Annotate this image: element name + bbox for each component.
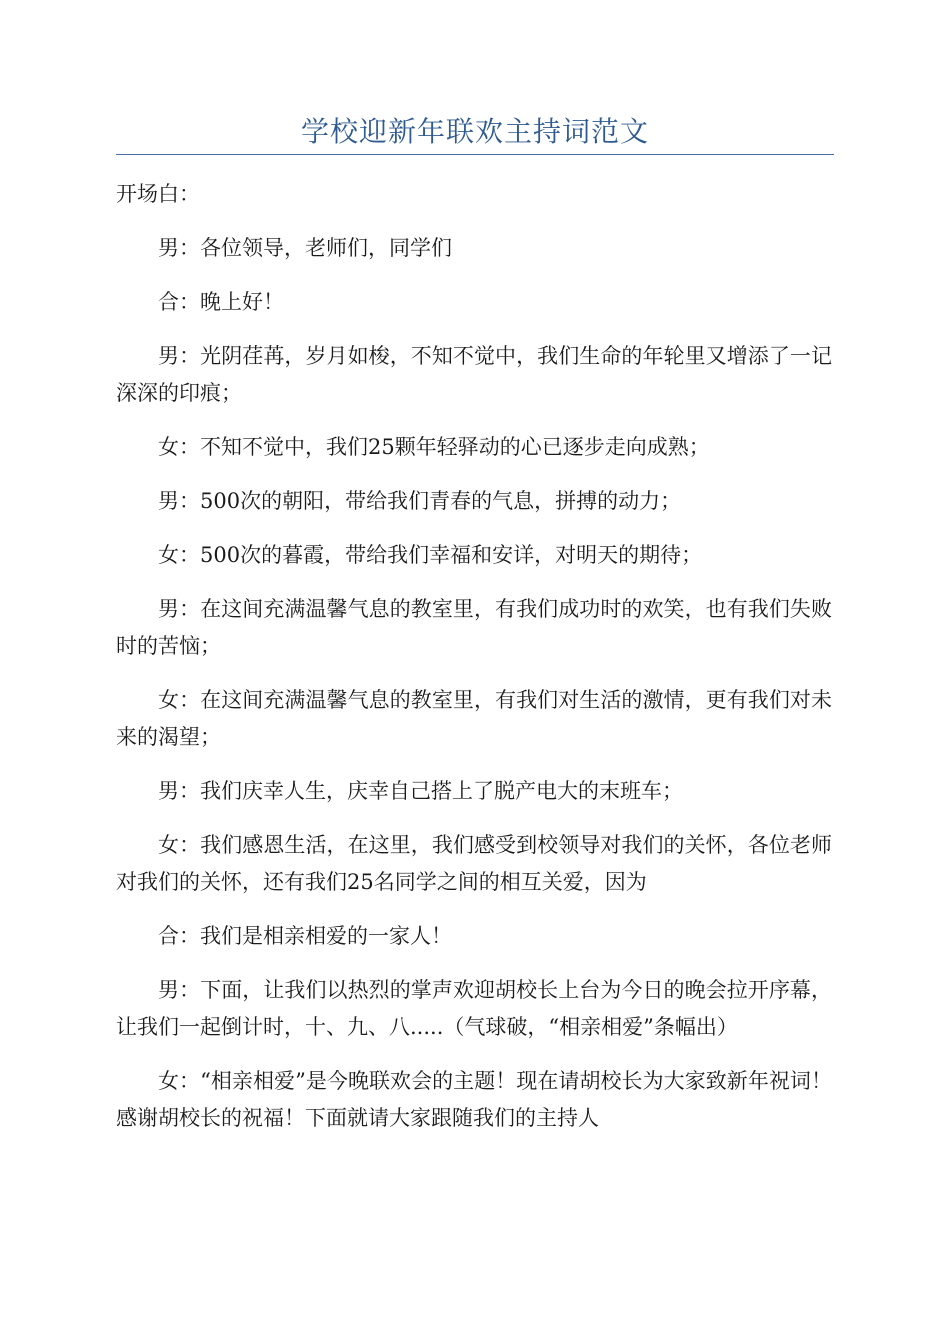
title-underline bbox=[116, 154, 834, 155]
paragraph: 男：在这间充满温馨气息的教室里，有我们成功时的欢笑，也有我们失败时的苦恼； bbox=[116, 597, 832, 658]
paragraph: 女：在这间充满温馨气息的教室里，有我们对生活的激情，更有我们对未来的渴望； bbox=[116, 688, 832, 749]
document-body bbox=[116, 176, 832, 1154]
document-title: 学校迎新年联欢主持词范文 bbox=[300, 115, 649, 148]
paragraph: 男：各位领导，老师们，同学们 bbox=[158, 236, 452, 260]
paragraph: 女：我们感恩生活，在这里，我们感受到校领导对我们的关怀，各位老师对我们的关怀，还有我们25名同学之间的相互关爱，因为 bbox=[116, 833, 832, 894]
paragraph: 女：不知不觉中，我们25颗年轻驿动的心已逐步走向成熟； bbox=[158, 435, 710, 459]
paragraph: 男：光阴荏苒，岁月如梭，不知不觉中，我们生命的年轮里又增添了一记深深的印痕； bbox=[116, 344, 832, 405]
paragraph: 合：我们是相亲相爱的一家人！ bbox=[158, 924, 452, 948]
paragraph: 男：下面，让我们以热烈的掌声欢迎胡校长上台为今日的晚会拉开序幕，让我们一起倒计时，十、九、八.....（气球破，“相亲相爱”条幅出） bbox=[116, 978, 832, 1039]
paragraph: 男：500次的朝阳，带给我们青春的气息，拼搏的动力； bbox=[158, 489, 682, 513]
paragraph: 女：500次的暮霞，带给我们幸福和安详，对明天的期待； bbox=[158, 543, 703, 567]
paragraph: 女：“相亲相爱”是今晚联欢会的主题！现在请胡校长为大家致新年祝词！感谢胡校长的祝福！下面就请大家跟随我们的主持人 bbox=[116, 1069, 832, 1130]
paragraph: 男：我们庆幸人生，庆幸自己搭上了脱产电大的末班车； bbox=[158, 779, 683, 803]
paragraph-opening: 开场白： bbox=[116, 182, 200, 206]
paragraph: 合：晚上好！ bbox=[158, 290, 284, 314]
